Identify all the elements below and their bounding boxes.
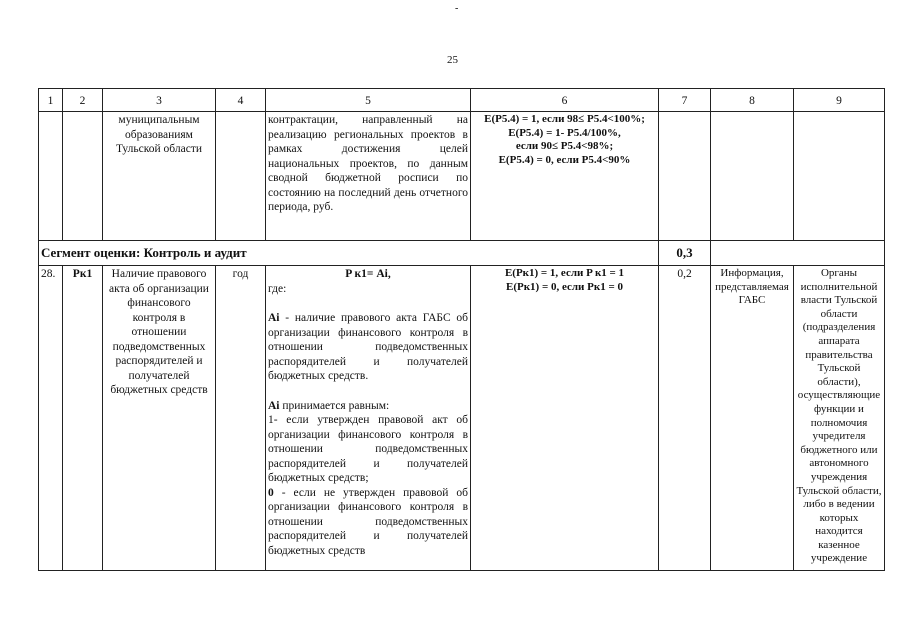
formula-accept <box>268 399 468 414</box>
eval-line: E(Pк1) = 0, если Pк1 = 0 <box>506 280 623 293</box>
header-col-7: 7 <box>659 89 711 112</box>
header-col-1: 1 <box>39 89 63 112</box>
accept-symbol: Ai <box>268 399 280 412</box>
cell-empty <box>216 112 266 241</box>
option-one: 1- если утвержден правовой акт об организации финансового контроля в отношении подведомственных распорядителей и получателей бюджетных средств; <box>268 414 468 484</box>
top-mark: - <box>455 3 459 14</box>
eval-line: E(Pк1) = 1, если P к1 = 1 <box>504 267 625 279</box>
header-col-4: 4 <box>216 89 266 112</box>
definition-text: - наличие правового акта ГАБС об организации финансового контроля в отношении подведомственных распорядителей и получателей бюджетных средств. <box>268 312 468 382</box>
cell-empty <box>711 241 885 266</box>
segment-title: Сегмент оценки: Контроль и аудит <box>39 241 659 266</box>
formula-line: P к1= Ai, <box>345 268 391 280</box>
indicator-name-cont: муниципальным образованиям Тульской области <box>103 112 216 241</box>
cell-empty <box>63 112 103 241</box>
eval-line: если 90≤ P5.4<98%; <box>515 140 614 153</box>
option-zero <box>268 486 468 559</box>
header-col-3: 3 <box>103 89 216 112</box>
option-zero-text: - если не утвержден правовой об организации финансового контроля в отношении подведомственных распорядителей и получателей бюджетных средств <box>268 486 468 557</box>
evaluation-cont <box>471 112 659 241</box>
indicator-unit: год <box>216 266 266 571</box>
header-col-8: 8 <box>711 89 794 112</box>
weight-cell: 0,2 <box>659 266 711 571</box>
responsible-cell: Органы исполнительной власти Тульской области (подразделения аппарата правительства Тульской области), осуществляющие функции и полномочия учредителя бюджетного или автономного учреждения Тульской области, либо в ведении которых находится казенное учреждение <box>794 266 885 571</box>
eval-line: E(P5.4) = 1- P5.4/100%, <box>508 126 621 139</box>
eval-line: E(P5.4) = 0, если P5.4<90% <box>498 153 631 166</box>
cell-empty <box>39 112 63 241</box>
header-col-6: 6 <box>471 89 659 112</box>
cell-empty <box>711 112 794 241</box>
row-number: 28. <box>39 266 63 571</box>
segment-weight: 0,3 <box>659 241 711 266</box>
formula-where: где: <box>268 282 287 295</box>
header-col-9: 9 <box>794 89 885 112</box>
cell-empty <box>659 112 711 241</box>
header-col-2: 2 <box>63 89 103 112</box>
eval-line: E(P5.4) = 1, если 98≤ P5.4<100%; <box>484 113 645 125</box>
segment-row <box>39 241 885 266</box>
criteria-table <box>38 88 885 571</box>
header-col-5: 5 <box>266 89 471 112</box>
table-row-continued <box>39 112 885 241</box>
indicator-name: Наличие правового акта об организации финансового контроля в отношении подведомственных распорядителей и получателей бюджетных средств <box>103 266 216 571</box>
source-cell: Информация, представляемая ГАБС <box>711 266 794 571</box>
header-row <box>39 89 885 112</box>
table-row-28 <box>39 266 885 571</box>
formula-cell <box>266 266 471 571</box>
accept-text: принимается равным: <box>279 399 390 412</box>
definition-symbol: Ai <box>268 312 280 324</box>
formula-cont: контрактации, направленный на реализацию региональных проектов в рамках достижения целей национальных проектов, по данным сводной бюджетной росписи по состоянию на последний день отчетного периода, руб. <box>266 112 471 241</box>
evaluation-cell <box>471 266 659 571</box>
formula-definition <box>268 311 468 384</box>
option-zero-symbol: 0 <box>268 486 274 499</box>
indicator-code: Pк1 <box>63 266 103 571</box>
cell-empty <box>794 112 885 241</box>
page-number: 25 <box>447 54 458 66</box>
